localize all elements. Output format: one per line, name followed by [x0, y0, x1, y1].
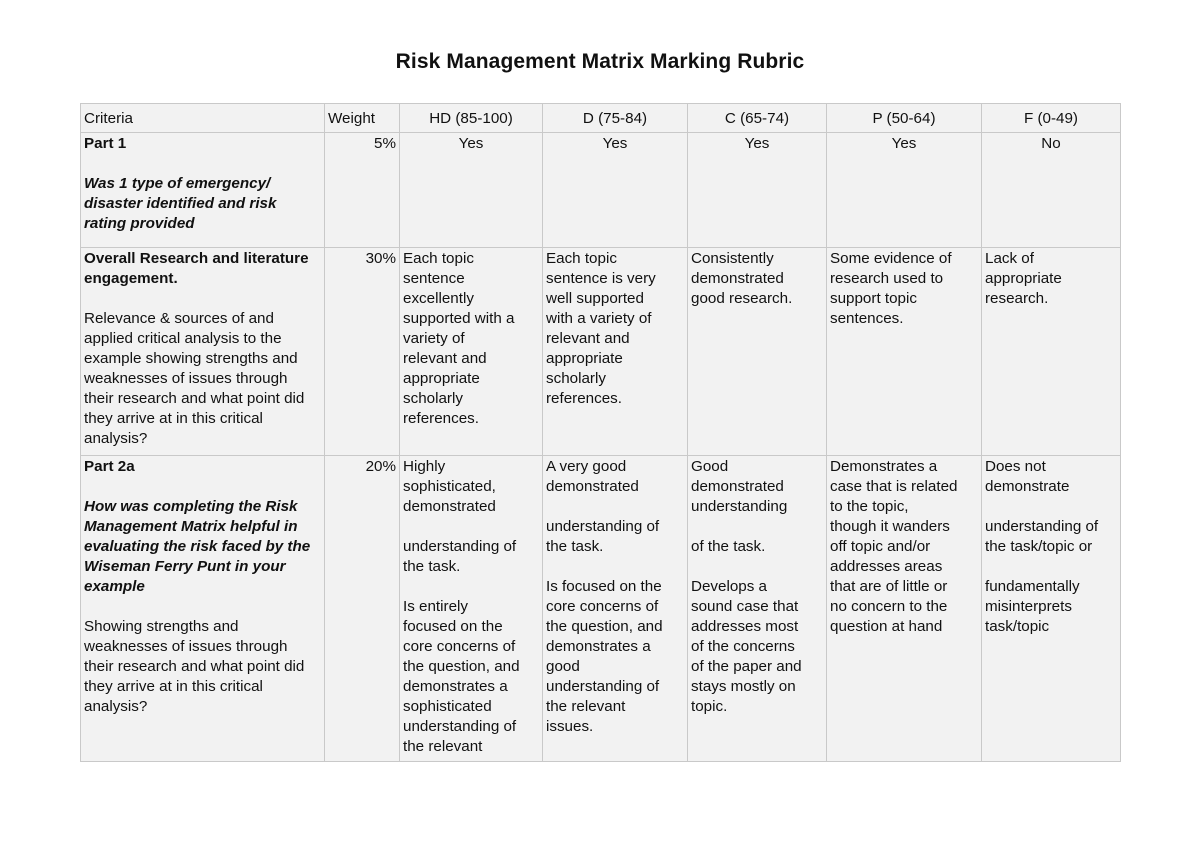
table-row — [81, 248, 1121, 456]
criteria-description: Showing strengths and weaknesses of issues through their research and what point did they arrive at in this critical analysis? — [84, 618, 305, 715]
header-d: D (75-84) — [543, 104, 688, 133]
grade-cell-f: Does not demonstrate understanding of the task/topic or fundamentally misinterprets task/topic — [982, 456, 1121, 762]
weight-cell: 30% — [325, 248, 400, 456]
grade-cell-hd: Highly sophisticated, demonstrated understanding of the task. Is entirely focused on the core concerns of the question, and demonstrates a sophisticated understanding of the relevant — [400, 456, 543, 762]
header-row — [81, 104, 1121, 133]
grade-cell-p: Demonstrates a case that is related to the topic, though it wanders off topic and/or addresses areas that are of little or no concern to the question at hand — [827, 456, 982, 762]
table-row — [81, 456, 1121, 762]
grade-cell-hd: Yes — [400, 133, 543, 248]
weight-cell: 20% — [325, 456, 400, 762]
rubric-table — [80, 103, 1121, 762]
criteria-description: Relevance & sources of and applied critical analysis to the example showing strengths and weaknesses of issues through their research and what point did they arrive at in this critical analysis? — [84, 310, 305, 447]
table-row — [81, 133, 1121, 248]
weight-cell: 5% — [325, 133, 400, 248]
criteria-title: Overall Research and literature engagement. — [84, 250, 309, 287]
grade-cell-f: No — [982, 133, 1121, 248]
grade-cell-d: A very good demonstrated understanding of the task. Is focused on the core concerns of the question, and demonstrates a good understanding of the relevant issues. — [543, 456, 688, 762]
criteria-question: How was completing the Risk Management Matrix helpful in evaluating the risk faced by the Wiseman Ferry Punt in your example — [84, 498, 311, 595]
criteria-title: Part 1 — [84, 135, 127, 152]
grade-cell-c: Consistently demonstrated good research. — [688, 248, 827, 456]
criteria-cell — [81, 248, 325, 456]
header-c: C (65-74) — [688, 104, 827, 133]
page-title: Risk Management Matrix Marking Rubric — [395, 50, 805, 73]
criteria-question: Was 1 type of emergency/ disaster identified and risk rating provided — [84, 175, 277, 232]
grade-cell-c: Good demonstrated understanding of the task. Develops a sound case that addresses most of the concerns of the paper and stays mostly on topic. — [688, 456, 827, 762]
criteria-cell — [81, 133, 325, 248]
header-p: P (50-64) — [827, 104, 982, 133]
grade-cell-p: Yes — [827, 133, 982, 248]
grade-cell-d: Yes — [543, 133, 688, 248]
header-weight: Weight — [325, 104, 400, 133]
grade-cell-c: Yes — [688, 133, 827, 248]
grade-cell-p: Some evidence of research used to support topic sentences. — [827, 248, 982, 456]
grade-cell-d: Each topic sentence is very well supported with a variety of relevant and appropriate scholarly references. — [543, 248, 688, 456]
criteria-cell — [81, 456, 325, 762]
header-hd: HD (85-100) — [400, 104, 543, 133]
header-f: F (0-49) — [982, 104, 1121, 133]
grade-cell-f: Lack of appropriate research. — [982, 248, 1121, 456]
grade-cell-hd: Each topic sentence excellently supported with a variety of relevant and appropriate scholarly references. — [400, 248, 543, 456]
criteria-title: Part 2a — [84, 458, 135, 475]
header-criteria: Criteria — [81, 104, 325, 133]
